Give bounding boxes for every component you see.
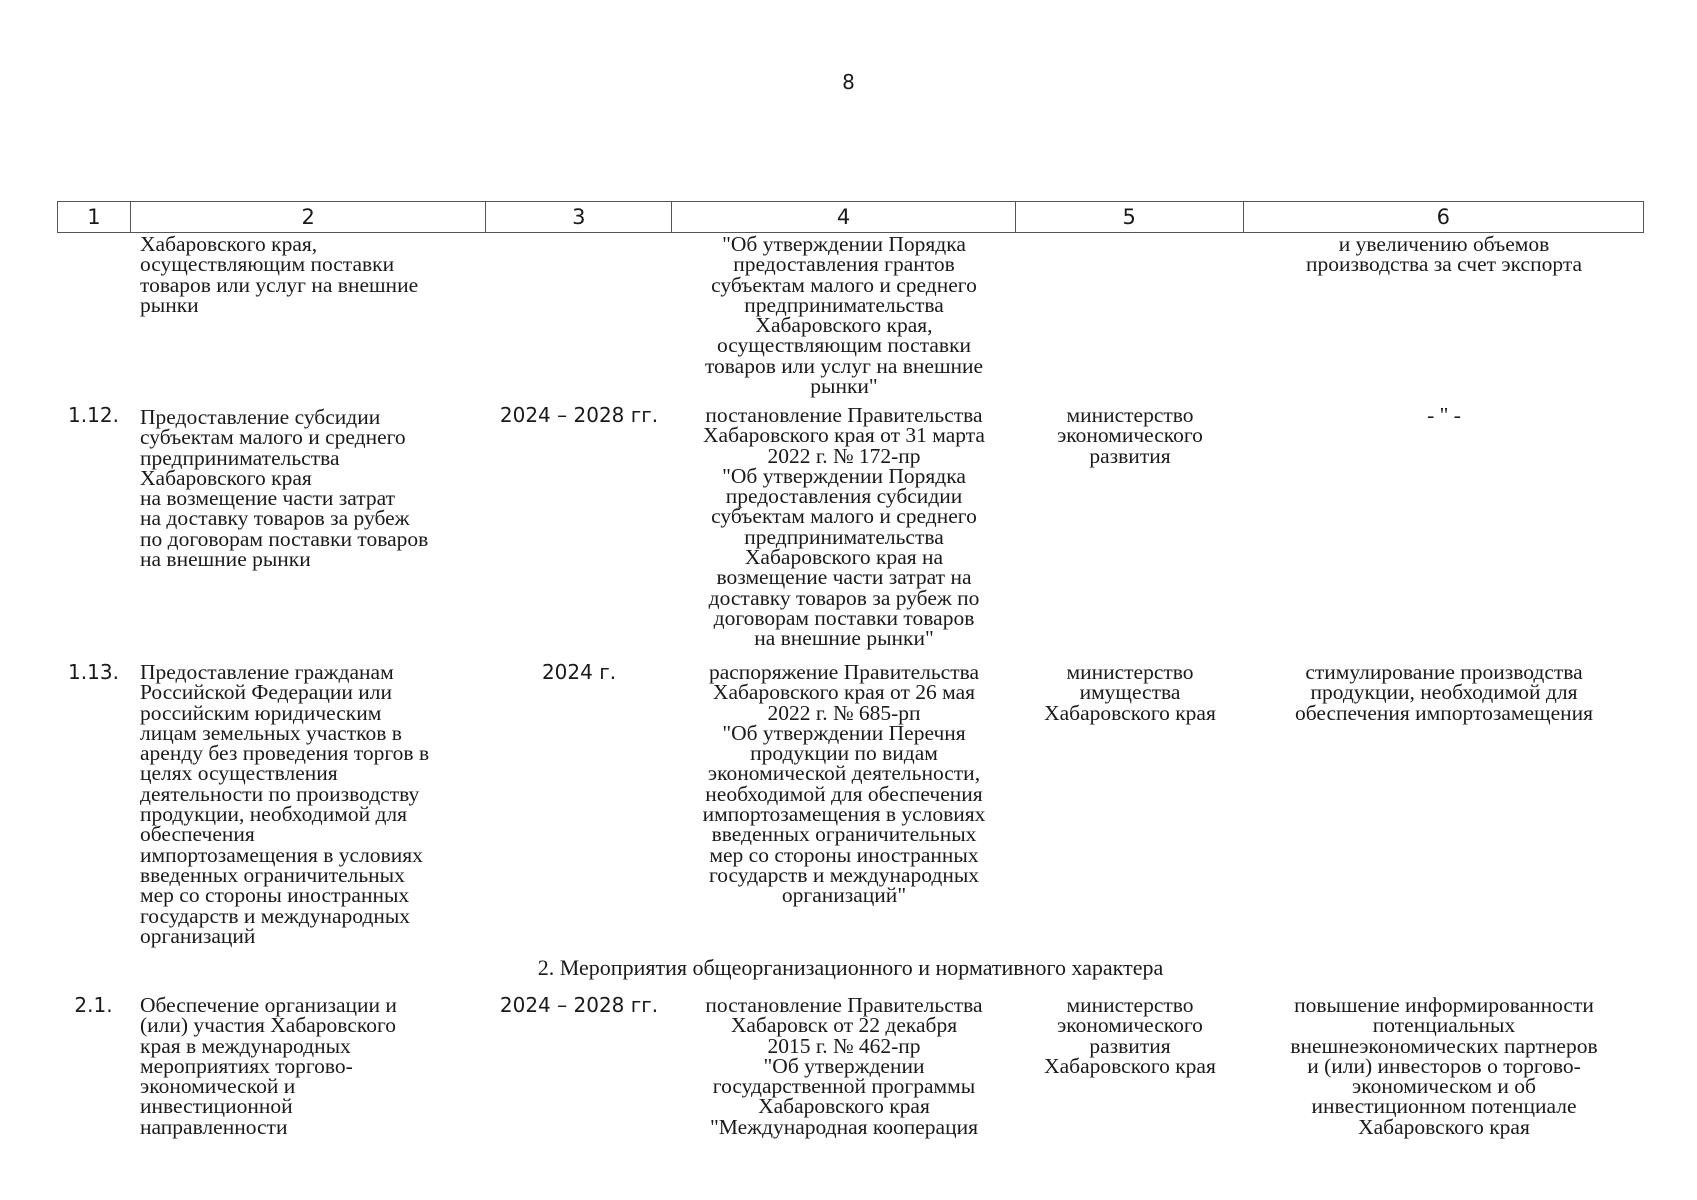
- measure-name: Предоставление гражданам Российской Федерации или российским юридическим лицам земельных участков в аренду без проведения торгов в целях осуществления деятельности по производству продукции, необходимой для обеспечения импортозамещения в условиях введенных ограничительных мер со стороны иностранных государств и международных организаций: [140, 660, 430, 948]
- legal-document: постановление Правительства Хабаровск от 22 декабря 2015 г. № 462-пр "Об утверждении государственной программы Хабаровского края "Международная кооперация: [705, 993, 983, 1139]
- header-col-4: 4: [672, 202, 1016, 232]
- expected-result: повышение информированности потенциальных внешнеэкономических партнеров и (или) инвесторов о торгово- экономическом и об инвестиционном потенциале Хабаровского края: [1290, 993, 1598, 1139]
- table-row: [57, 662, 1644, 946]
- measure-name: Обеспечение организации и (или) участия Хабаровского края в международных мероприятиях торгово- экономической и инвестиционной направленности: [140, 993, 397, 1139]
- measure-name: Предоставление субсидии субъектам малого и среднего предпринимательства Хабаровского края на возмещение части затрат на доставку товаров за рубеж по договорам поставки товаров на внешние рынки: [140, 405, 429, 572]
- header-col-1: 1: [58, 202, 131, 232]
- row-number: 2.1.: [74, 993, 113, 1017]
- table-row: [57, 995, 1644, 1137]
- row-number: [57, 234, 130, 396]
- implementation-term: 2024 – 2028 гг.: [499, 403, 659, 427]
- row-number: 1.12.: [68, 403, 119, 427]
- header-col-6: 6: [1436, 205, 1450, 229]
- responsible-executor: министерство экономического развития: [1057, 403, 1203, 468]
- header-col-2: 2: [131, 202, 487, 232]
- legal-document: "Об утверждении Порядка предоставления грантов субъектам малого и среднего предпринимательства Хабаровского края, осуществляющим поставки товаров или услуг на внешние рынки": [704, 232, 984, 399]
- responsible-executor: министерство экономического развития Хабаровского края: [1044, 993, 1216, 1078]
- expected-result: и увеличению объемов производства за счет экспорта: [1305, 232, 1583, 277]
- legal-document: постановление Правительства Хабаровского края от 31 марта 2022 г. № 172-пр "Об утверждении Порядка предоставления субсидии субъектам малого и среднего предпринимательства Хабаровского края на возмещение части затрат на доставку товаров за рубеж по договорам поставки товаров на внешние рынки": [703, 403, 985, 651]
- implementation-term: 2024 г.: [541, 660, 617, 684]
- expected-result: - " -: [1427, 403, 1461, 427]
- page-number: 8: [842, 70, 855, 94]
- table-row: [57, 405, 1644, 649]
- implementation-term: [486, 234, 672, 396]
- responsible-executor: министерство имущества Хабаровского края: [1044, 660, 1216, 725]
- responsible-executor: [1016, 234, 1244, 396]
- legal-document: распоряжение Правительства Хабаровского края от 26 мая 2022 г. № 685-рп "Об утверждении Перечня продукции по видам экономической деятельности, необходимой для обеспечения импортозамещения в условиях введенных ограничительных мер со стороны иностранных государств и международных организаций": [702, 660, 986, 908]
- header-col-3: 3: [486, 202, 672, 232]
- implementation-term: 2024 – 2028 гг.: [499, 993, 659, 1017]
- measure-name: Хабаровского края, осуществляющим поставки товаров или услуг на внешние рынки: [140, 232, 419, 317]
- header-col-5: 5: [1016, 202, 1244, 232]
- table-row: [57, 232, 1644, 399]
- expected-result: стимулирование производства продукции, необходимой для обеспечения импортозамещения: [1294, 660, 1594, 725]
- row-number: 1.13.: [68, 660, 119, 684]
- table-header: [57, 201, 1644, 233]
- section-heading: 2. Мероприятия общеорганизационного и нормативного характера: [537, 955, 1164, 980]
